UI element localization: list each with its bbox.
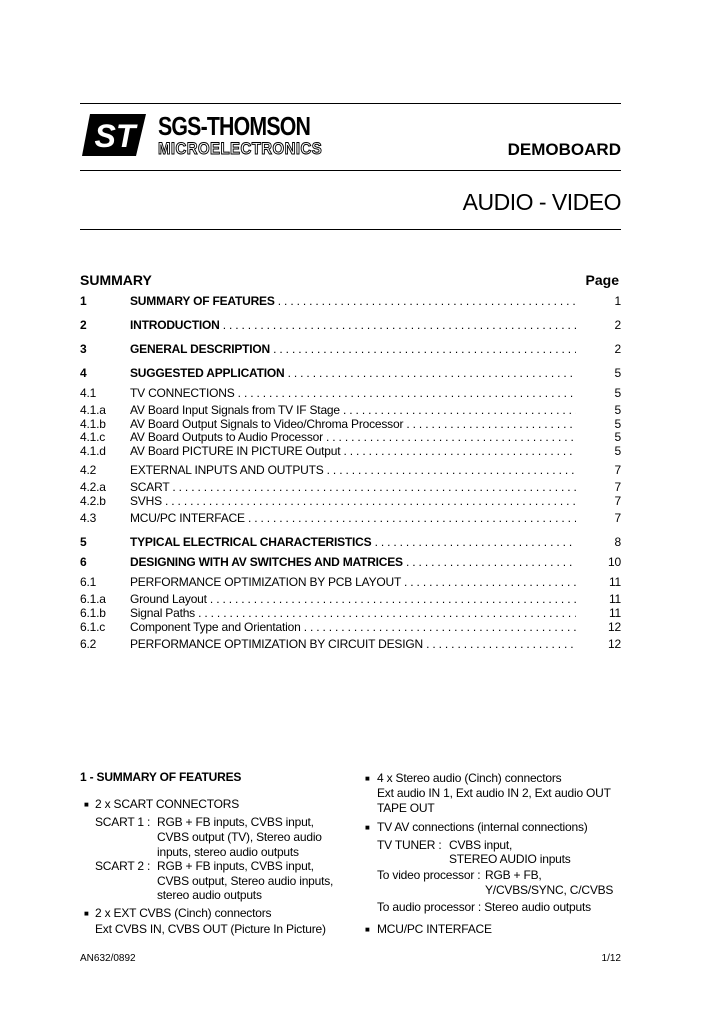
toc-entry-page: 1 bbox=[614, 294, 621, 308]
toc-entry-title: INTRODUCTION bbox=[130, 318, 220, 332]
toc-entry-label bbox=[130, 535, 576, 550]
toc-entry bbox=[80, 342, 621, 357]
toc-entry-page: 11 bbox=[608, 592, 621, 606]
toc-entry-page: 5 bbox=[614, 403, 621, 417]
toc-entry-label bbox=[130, 592, 576, 607]
toc-entry bbox=[80, 494, 621, 509]
toc-entry-title: Ground Layout bbox=[130, 592, 207, 606]
brand-subtitle: MICROELECTRONICS bbox=[158, 139, 323, 158]
feature-scart-connectors: 2 x SCART CONNECTORS bbox=[95, 797, 240, 811]
bullet-icon: ■ bbox=[365, 823, 370, 832]
scart2-label: SCART 2 : bbox=[95, 859, 151, 873]
toc-entry-page: 7 bbox=[614, 480, 621, 494]
toc-entry-page: 11 bbox=[608, 575, 621, 589]
toc-entry-title: TYPICAL ELECTRICAL CHARACTERISTICS bbox=[130, 535, 372, 549]
toc-entry bbox=[80, 444, 621, 459]
scart1-label: SCART 1 : bbox=[95, 815, 151, 829]
toc-entry-number: 6.2 bbox=[80, 637, 97, 651]
toc-entry-number: 4.2.b bbox=[80, 494, 106, 508]
toc-entry-label bbox=[130, 494, 576, 509]
toc-entry-number: 2 bbox=[80, 318, 87, 332]
toc-entry-label bbox=[130, 637, 576, 652]
scart2-line: CVBS output, Stereo audio inputs, bbox=[157, 874, 334, 888]
toc-entry-page: 7 bbox=[614, 494, 621, 508]
toc-entry-label bbox=[130, 444, 576, 459]
toc-entry bbox=[80, 403, 621, 418]
toc-entry-label bbox=[130, 555, 576, 570]
doc-type: DEMOBOARD bbox=[507, 140, 621, 159]
toc-entry-number: 6.1.b bbox=[80, 606, 106, 620]
toc-entry-number: 6.1.c bbox=[80, 620, 106, 634]
toc-entry bbox=[80, 575, 621, 590]
toc-entry-label bbox=[130, 318, 576, 333]
toc-entry-title: PERFORMANCE OPTIMIZATION BY PCB LAYOUT bbox=[130, 575, 401, 589]
toc-entry-page: 7 bbox=[614, 463, 621, 477]
toc-entry-label bbox=[130, 575, 576, 590]
toc-entry bbox=[80, 430, 621, 445]
toc-entry-number: 4.3 bbox=[80, 511, 97, 525]
toc-entry bbox=[80, 511, 621, 526]
toc-entry-title: SUGGESTED APPLICATION bbox=[130, 366, 285, 380]
stereo-audio-line: TAPE OUT bbox=[377, 801, 435, 815]
feature-tv-av: TV AV connections (internal connections) bbox=[377, 820, 588, 834]
toc-entry bbox=[80, 386, 621, 401]
to-video-line: Y/CVBS/SYNC, C/CVBS bbox=[485, 883, 614, 897]
scart1-line: RGB + FB inputs, CVBS input, bbox=[157, 815, 314, 829]
toc-entry-title: AV Board Input Signals from TV IF Stage bbox=[130, 403, 340, 417]
summary-heading: SUMMARY bbox=[80, 272, 152, 288]
toc-entry-title: Signal Paths bbox=[130, 606, 195, 620]
to-video-label: To video processor : bbox=[377, 868, 481, 882]
toc-entry-page: 5 bbox=[614, 386, 621, 400]
toc-entry bbox=[80, 620, 621, 635]
toc-entry-title: SUMMARY OF FEATURES bbox=[130, 294, 275, 308]
scart1-line: inputs, stereo audio outputs bbox=[157, 845, 299, 859]
brand-name: SGS-THOMSON bbox=[158, 111, 311, 141]
tv-tuner-line: STEREO AUDIO inputs bbox=[449, 852, 571, 866]
toc-entry-page: 11 bbox=[608, 606, 621, 620]
bullet-icon: ■ bbox=[365, 925, 370, 934]
toc-entry bbox=[80, 463, 621, 478]
toc-entry bbox=[80, 637, 621, 652]
toc-entry-page: 5 bbox=[614, 430, 621, 444]
toc-entry-title: GENERAL DESCRIPTION bbox=[130, 342, 270, 356]
page-column-heading: Page bbox=[585, 272, 619, 288]
stereo-audio-line: Ext audio IN 1, Ext audio IN 2, Ext audio OUT bbox=[377, 786, 611, 800]
toc-entry-page: 12 bbox=[608, 620, 621, 634]
toc-entry-number: 4.1.d bbox=[80, 444, 106, 458]
toc-entry-label bbox=[130, 606, 576, 621]
scart2-line: RGB + FB inputs, CVBS input, bbox=[157, 859, 314, 873]
toc-entry-title: DESIGNING WITH AV SWITCHES AND MATRICES bbox=[130, 555, 403, 569]
to-video-line: RGB + FB, bbox=[485, 868, 542, 882]
feature-ext-cvbs: 2 x EXT CVBS (Cinch) connectors bbox=[95, 906, 272, 920]
toc-entry-label bbox=[130, 366, 576, 381]
toc-entry-page: 7 bbox=[614, 511, 621, 525]
toc-entry-page: 8 bbox=[614, 535, 621, 549]
toc-entry-page: 2 bbox=[614, 342, 621, 356]
toc-entry-title: MCU/PC INTERFACE bbox=[130, 511, 245, 525]
title-rule bbox=[80, 229, 621, 230]
toc-entry-number: 6.1.a bbox=[80, 592, 106, 606]
tv-tuner-label: TV TUNER : bbox=[377, 838, 442, 852]
toc-entry-label bbox=[130, 620, 576, 635]
toc-entry-title: TV CONNECTIONS bbox=[130, 386, 235, 400]
toc-entry-number: 4.1 bbox=[80, 386, 97, 400]
svg-text:ST: ST bbox=[94, 118, 136, 154]
toc-entry-number: 4.2.a bbox=[80, 480, 106, 494]
toc-entry-label bbox=[130, 430, 576, 445]
toc-entry bbox=[80, 294, 621, 309]
toc-entry-number: 6.1 bbox=[80, 575, 97, 589]
toc-entry-title: AV Board Outputs to Audio Processor bbox=[130, 430, 323, 444]
toc-entry-number: 3 bbox=[80, 342, 87, 356]
toc-entry-label bbox=[130, 294, 576, 309]
toc-entry-title: PERFORMANCE OPTIMIZATION BY CIRCUIT DESIGN bbox=[130, 637, 423, 651]
toc-entry-number: 6 bbox=[80, 555, 87, 569]
toc-entry-number: 5 bbox=[80, 535, 87, 549]
toc-entry-label bbox=[130, 480, 576, 495]
feature-stereo-audio: 4 x Stereo audio (Cinch) connectors bbox=[377, 771, 562, 785]
toc-entry-page: 5 bbox=[614, 444, 621, 458]
toc-entry-title: AV Board PICTURE IN PICTURE Output bbox=[130, 444, 341, 458]
features-title: 1 - SUMMARY OF FEATURES bbox=[80, 770, 242, 784]
toc-entry bbox=[80, 555, 621, 570]
bullet-icon: ■ bbox=[84, 909, 89, 918]
top-rule bbox=[80, 103, 621, 104]
toc-entry-page: 12 bbox=[608, 637, 621, 651]
toc-entry-page: 5 bbox=[614, 417, 621, 431]
toc-entry-number: 4.1.a bbox=[80, 403, 106, 417]
st-logo-icon bbox=[82, 112, 148, 158]
toc-entry-page: 2 bbox=[614, 318, 621, 332]
toc-entry-title: EXTERNAL INPUTS AND OUTPUTS bbox=[130, 463, 324, 477]
toc-entry-title: SCART bbox=[130, 480, 170, 494]
feature-ext-cvbs-detail: Ext CVBS IN, CVBS OUT (Picture In Picture) bbox=[95, 922, 326, 936]
doc-title: AUDIO - VIDEO bbox=[462, 189, 621, 215]
tv-tuner-line: CVBS input, bbox=[449, 838, 513, 852]
toc-entry-title: SVHS bbox=[130, 494, 162, 508]
scart1-line: CVBS output (TV), Stereo audio bbox=[157, 830, 322, 844]
toc-entry-number: 4.1.c bbox=[80, 430, 106, 444]
scart2-line: stereo audio outputs bbox=[157, 888, 262, 902]
toc-entry-title: Component Type and Orientation bbox=[130, 620, 301, 634]
feature-mcu: MCU/PC INTERFACE bbox=[377, 922, 492, 936]
toc-entry-title: AV Board Output Signals to Video/Chroma Processor bbox=[130, 417, 404, 431]
toc-entry bbox=[80, 535, 621, 550]
toc-entry-number: 4.1.b bbox=[80, 417, 106, 431]
toc-entry-number: 4.2 bbox=[80, 463, 97, 477]
doc-number: AN632/0892 bbox=[80, 953, 136, 964]
toc-entry-number: 4 bbox=[80, 366, 87, 380]
toc-entry bbox=[80, 318, 621, 333]
bullet-icon: ■ bbox=[365, 774, 370, 783]
toc-entry-label bbox=[130, 511, 576, 526]
toc-entry bbox=[80, 592, 621, 607]
toc-entry-page: 5 bbox=[614, 366, 621, 380]
bullet-icon: ■ bbox=[84, 800, 89, 809]
header-rule bbox=[80, 170, 621, 171]
toc-entry-label bbox=[130, 403, 576, 418]
toc-entry-page: 10 bbox=[608, 555, 621, 569]
toc-entry-number: 1 bbox=[80, 294, 87, 308]
toc-entry-label bbox=[130, 463, 576, 478]
toc-entry-label bbox=[130, 342, 576, 357]
toc-entry bbox=[80, 606, 621, 621]
toc-entry-label bbox=[130, 386, 576, 401]
page-number: 1/12 bbox=[601, 953, 621, 964]
toc-entry bbox=[80, 366, 621, 381]
toc-entry bbox=[80, 480, 621, 495]
to-audio-line: To audio processor : Stereo audio outputs bbox=[377, 900, 591, 914]
